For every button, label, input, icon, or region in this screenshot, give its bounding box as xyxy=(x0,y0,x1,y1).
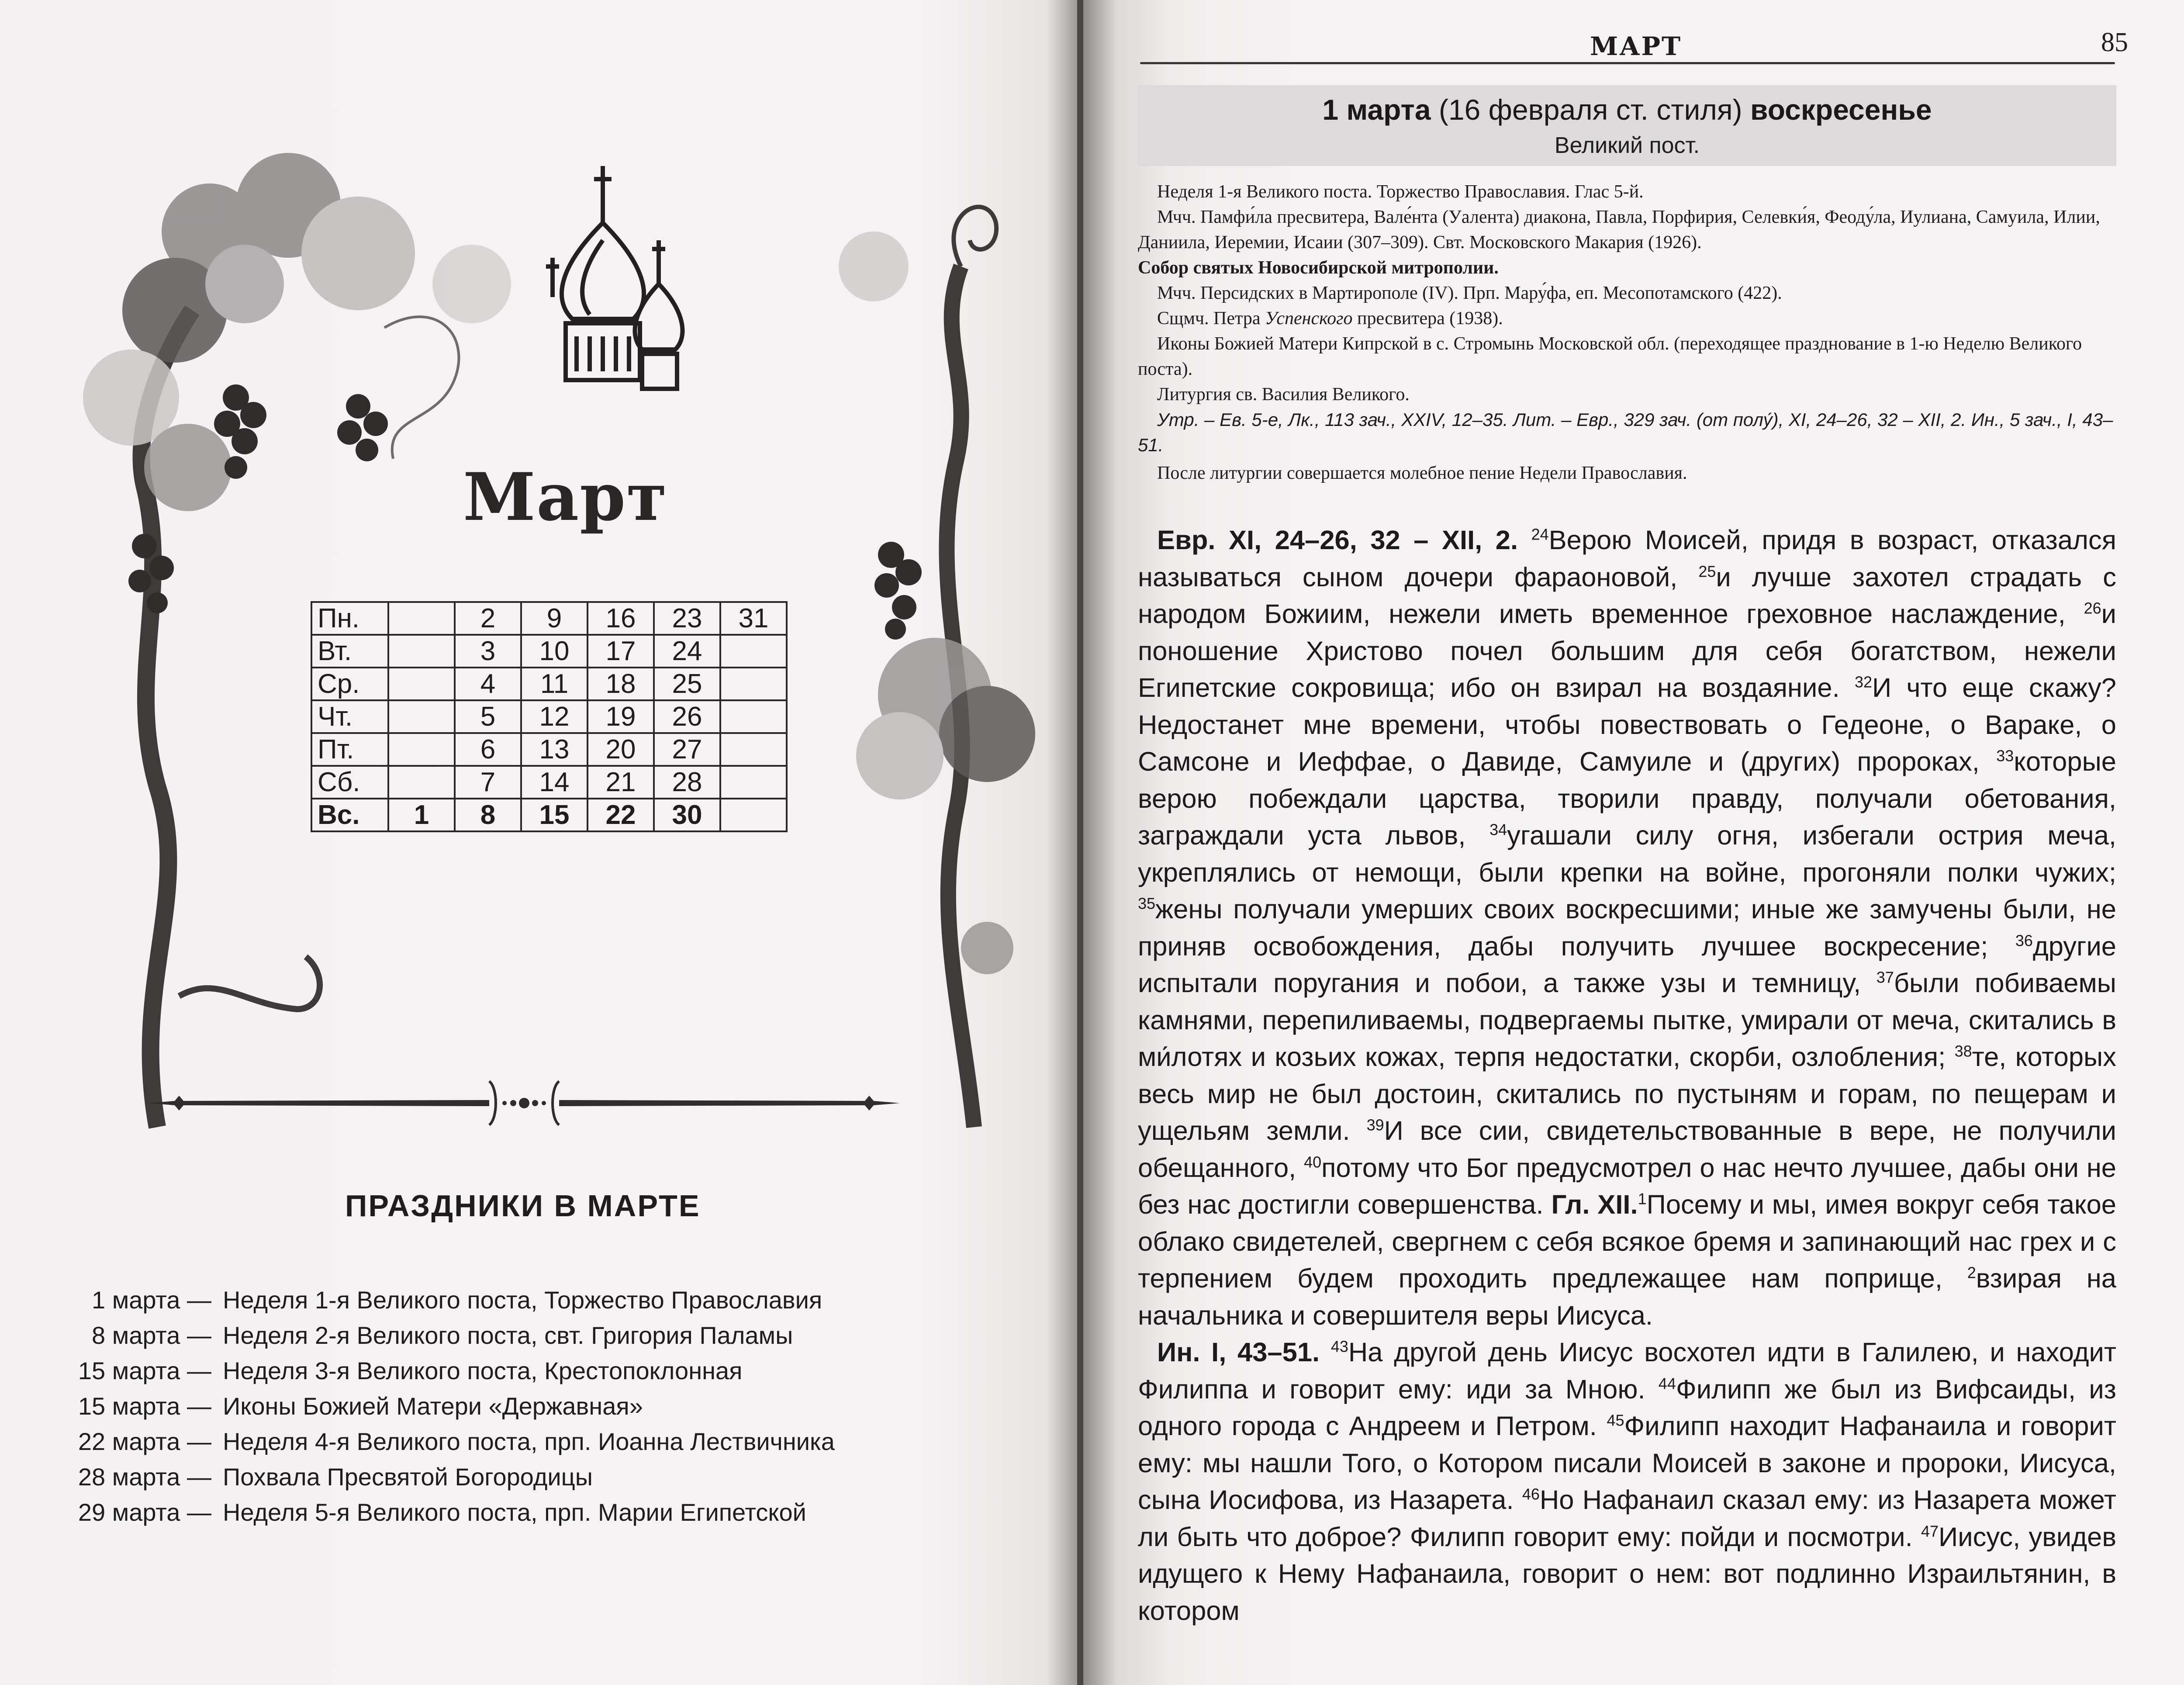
calendar-date: 23 xyxy=(654,602,720,635)
calendar-date: 9 xyxy=(521,602,587,635)
calendar-date: 11 xyxy=(521,668,587,700)
calendar-date: 6 xyxy=(455,733,521,766)
commemoration-line xyxy=(1138,306,2116,331)
calendar-row xyxy=(311,799,787,831)
tendril xyxy=(954,207,996,266)
commemoration-italic: Успенского xyxy=(1265,308,1353,329)
calendar-date xyxy=(720,733,787,766)
commemoration-text: Сщмч. Петра xyxy=(1157,308,1265,329)
weekday-label: Вт. xyxy=(311,635,388,668)
calendar-date xyxy=(388,668,455,700)
calendar-date: 5 xyxy=(455,700,521,733)
weekday-label: Ср. xyxy=(311,668,388,700)
verse-number: 2 xyxy=(1967,1263,1976,1282)
tendril xyxy=(179,957,320,1009)
calendar-date xyxy=(720,635,787,668)
calendar-date: 31 xyxy=(720,602,787,635)
verse-number: 24 xyxy=(1531,525,1549,543)
verse: И что еще скажу? Недостанет мне времени, чтобы повествовать о Гедеоне, о Вараке, о Самсоне и Иеффае, о Давиде, Самуиле и (других) пророках, xyxy=(1138,673,2116,777)
chapter-marker: Гл. XII. xyxy=(1551,1190,1638,1220)
calendar-date: 30 xyxy=(654,799,720,831)
holiday-date: 15 марта — xyxy=(78,1392,211,1420)
commemoration-text: Мчч. Персидских в Мартирополе (IV). Прп. Мару́фа, еп. Месопотамского (422). xyxy=(1157,283,1782,303)
verse-number: 43 xyxy=(1330,1337,1348,1356)
calendar-date: 27 xyxy=(654,733,720,766)
calendar-date: 26 xyxy=(654,700,720,733)
holiday-item xyxy=(57,1388,835,1424)
fast-period: Великий пост. xyxy=(1554,133,1700,158)
verse-number: 45 xyxy=(1607,1411,1624,1429)
verse: Посему и мы, имея вокруг себя такое облако свидетелей, свергнем с себя всякое бремя и запинающий нас грех и с терпением будем проходить предлежащее нам поприще, xyxy=(1138,1190,2116,1294)
calendar-row xyxy=(311,635,787,668)
holiday-item xyxy=(57,1282,835,1318)
scripture-text xyxy=(1138,522,2116,1630)
verse-number: 46 xyxy=(1522,1485,1540,1503)
calendar-date: 19 xyxy=(587,700,654,733)
verse: На другой день Иисус восхотел идти в Галилею, и находит Филиппа и говорит ему: иди за Мною. xyxy=(1138,1337,2117,1405)
running-title: МАРТ xyxy=(1590,31,1682,61)
day-date: 1 марта xyxy=(1322,93,1431,126)
grape-leaves-right xyxy=(839,232,1035,974)
verse-number: 25 xyxy=(1698,562,1716,580)
holiday-name: Неделя 5-я Великого поста, прп. Марии Египетской xyxy=(223,1498,806,1526)
calendar-date: 8 xyxy=(455,799,521,831)
commemoration-line: Литургия св. Василия Великого. xyxy=(1157,384,1410,405)
calendar-date: 15 xyxy=(521,799,587,831)
calendar-date xyxy=(720,799,787,831)
holiday-name: Неделя 2-я Великого поста, свт. Григория Паламы xyxy=(223,1322,793,1349)
calendar-date xyxy=(388,733,455,766)
verse: жены получали умерших своих воскресшими; иные же замучены были, не приняв освобождения, дабы получить лучшее воскресение; xyxy=(1138,894,2116,962)
holiday-item xyxy=(57,1459,835,1495)
holiday-item xyxy=(57,1353,835,1388)
holiday-item xyxy=(57,1495,835,1530)
holiday-name: Иконы Божией Матери «Державная» xyxy=(223,1392,643,1420)
verse-number: 35 xyxy=(1138,894,1156,913)
commemorations xyxy=(1138,179,2116,486)
verse-number: 1 xyxy=(1638,1190,1647,1208)
page-number: 85 xyxy=(2101,28,2128,57)
verse-number: 33 xyxy=(1996,747,2014,765)
commemoration-line: Иконы Божией Матери Кипрской в с. Стромынь Московской обл. (переходящее празднование в 1-ю Неделю Великого поста). xyxy=(1138,334,2082,379)
verse: Иисус, увидев идущего к Нему Нафанаила, говорит о нем: вот подлинно Израильтянин, в котором xyxy=(1138,1522,2116,1626)
old-style-date: (16 февраля ст. стиля) xyxy=(1438,93,1742,126)
calendar-date: 10 xyxy=(521,635,587,668)
holidays-list xyxy=(57,1282,835,1530)
commemoration-line: Собор святых Новосибирской митрополии. xyxy=(1138,258,1499,278)
verse: и лучше захотел страдать с народом Божиим, нежели иметь временное греховное наслаждение, xyxy=(1138,562,2116,629)
calendar-row xyxy=(311,602,787,635)
calendar-date xyxy=(720,668,787,700)
calendar-date: 4 xyxy=(455,668,521,700)
readings-line: Утр. – Ев. 5-е, Лк., 113 зач., XXIV, 12–35. Лит. – Евр., 329 зач. (от полу́), XI, 24–26, 32 – XII, 2. Ин., 5 зач., I, 43–51. xyxy=(1138,409,2113,455)
calendar-date xyxy=(388,602,455,635)
commemoration-line xyxy=(1138,280,2116,306)
holiday-name: Неделя 1-я Великого поста, Торжество Православия xyxy=(223,1286,822,1314)
commemoration-line: После литургии совершается молебное пение Недели Православия. xyxy=(1157,463,1687,483)
epistle-reference: Евр. XI, 24–26, 32 – XII, 2. xyxy=(1157,525,1518,555)
verse: те, которых весь мир не был достоин, скитались по пустыням и горам, по пещерам и ущельям земли. xyxy=(1138,1042,2117,1146)
verse-number: 37 xyxy=(1876,968,1894,986)
calendar-row xyxy=(311,668,787,700)
verse: И все сии, свидетельствованные в вере, не получили обещанного, xyxy=(1138,1116,2116,1183)
calendar-row xyxy=(311,700,787,733)
holiday-name: Неделя 4-я Великого поста, прп. Иоанна Лествичника xyxy=(223,1428,835,1455)
weekday-label: Пт. xyxy=(311,733,388,766)
calendar-date xyxy=(388,635,455,668)
grape-bunches-right xyxy=(874,542,922,640)
epistle-reading xyxy=(1138,522,2116,1334)
grape-leaves-left xyxy=(83,153,511,511)
verse-number: 26 xyxy=(2084,599,2101,617)
weekday-label: Пн. xyxy=(311,602,388,635)
calendar-row xyxy=(311,766,787,799)
tendril xyxy=(384,317,459,459)
verse-number: 47 xyxy=(1921,1522,1939,1540)
calendar-date xyxy=(720,766,787,799)
calendar-date: 28 xyxy=(654,766,720,799)
calendar-date: 17 xyxy=(587,635,654,668)
verse: другие испытали поругания и побои, а также узы и темницу, xyxy=(1138,931,2116,998)
calendar-date xyxy=(388,700,455,733)
commemoration-line: Мчч. Памфи́ла пресвитера, Вале́нта (Уалента) диакона, Павла, Порфирия, Селевки́я, Феоду́ла, Иулиана, Самуила, Илии, Даниила, Иеремии, Исаии (307–309). Свт. Московского Макария (1926). xyxy=(1138,207,2100,253)
commemoration-line: Неделя 1-я Великого поста. Торжество Православия. Глас 5-й. xyxy=(1157,182,1644,202)
verse: Но Нафанаил сказал ему: из Назарета может ли быть что доброе? Филипп говорит ему: пойди и посмотри. xyxy=(1138,1485,2117,1552)
holiday-date: 28 марта — xyxy=(78,1463,211,1491)
holiday-item xyxy=(57,1424,835,1459)
calendar-date: 7 xyxy=(455,766,521,799)
holidays-title: ПРАЗДНИКИ В МАРТЕ xyxy=(345,1189,701,1223)
holiday-item xyxy=(57,1318,835,1353)
calendar-date: 2 xyxy=(455,602,521,635)
verse-number: 40 xyxy=(1304,1153,1322,1171)
church-domes-icon xyxy=(546,166,682,389)
left-page xyxy=(0,0,1079,1685)
ornamental-divider xyxy=(149,1079,900,1127)
weekday: воскресенье xyxy=(1750,93,1932,126)
verse-number: 44 xyxy=(1658,1374,1676,1392)
verse: угашали силу огня, избегали острия меча, укреплялись от немощи, были крепки на войне, прогоняли полки чужих; xyxy=(1138,820,2116,888)
holiday-date: 1 марта — xyxy=(92,1286,211,1314)
verse-number: 38 xyxy=(1954,1042,1972,1060)
calendar-date: 3 xyxy=(455,635,521,668)
verse: были побиваемы камнями, перепиливаемы, подвергаемы пытке, умирали от меча, скитались в ми́лотях и козьих кожах, терпя недостатки, скорби, озлобления; xyxy=(1138,968,2116,1072)
verse-number: 34 xyxy=(1489,820,1507,839)
gospel-reading xyxy=(1138,1334,2116,1630)
holiday-date: 29 марта — xyxy=(78,1498,211,1526)
day-title xyxy=(1138,93,2116,126)
verse: и поношение Христово почел большим для себя богатством, нежели Египетские сокровища; ибо он взирал на воздаяние. xyxy=(1138,599,2116,703)
weekday-label: Чт. xyxy=(311,700,388,733)
calendar-row xyxy=(311,733,787,766)
verse-number: 32 xyxy=(1854,673,1872,691)
calendar-date: 24 xyxy=(654,635,720,668)
calendar-date: 25 xyxy=(654,668,720,700)
verse: Филипп находит Нафанаила и говорит ему: мы нашли Того, о Котором писали Моисей в законе и пророки, Иисуса, сына Иосифова, из Назарета. xyxy=(1138,1411,2117,1515)
verse: которые верою побеждали царства, творили правду, получали обетования, заграждали уста львов, xyxy=(1138,747,2116,851)
commemoration-text: пресвитера (1938). xyxy=(1352,308,1503,329)
month-title: Март xyxy=(463,459,668,536)
calendar-date xyxy=(388,766,455,799)
calendar-date: 21 xyxy=(587,766,654,799)
calendar-date xyxy=(720,700,787,733)
holiday-date: 8 марта — xyxy=(92,1322,211,1349)
verse-number: 36 xyxy=(2015,931,2033,949)
calendar-date: 13 xyxy=(521,733,587,766)
calendar-date: 18 xyxy=(587,668,654,700)
verse-number: 39 xyxy=(1366,1116,1384,1134)
calendar-date: 14 xyxy=(521,766,587,799)
holiday-name: Похвала Пресвятой Богородицы xyxy=(223,1463,593,1491)
calendar-date: 1 xyxy=(388,799,455,831)
verse: потому что Бог предусмотрел о нас нечто лучшее, дабы они не без нас достигли совершенства. xyxy=(1138,1152,2116,1220)
header-rule xyxy=(1140,62,2115,64)
weekday-label: Вс. xyxy=(311,799,388,831)
calendar-date: 12 xyxy=(521,700,587,733)
gospel-reference: Ин. I, 43–51. xyxy=(1157,1337,1320,1367)
holiday-name: Неделя 3-я Великого поста, Крестопоклонная xyxy=(223,1357,743,1384)
month-calendar xyxy=(311,601,788,832)
weekday-label: Сб. xyxy=(311,766,388,799)
verse: взирая на начальника и совершителя веры Иисуса. xyxy=(1138,1263,2116,1331)
holiday-date: 22 марта — xyxy=(78,1428,211,1455)
verse: Филипп же был из Вифсаиды, из одного города с Андреем и Петром. xyxy=(1138,1374,2116,1441)
calendar-date: 22 xyxy=(587,799,654,831)
calendar-date: 16 xyxy=(587,602,654,635)
calendar-date: 20 xyxy=(587,733,654,766)
holiday-date: 15 марта — xyxy=(78,1357,211,1384)
verse: Верою Моисей, придя в возраст, отказался называться сыном дочери фараоновой, xyxy=(1138,525,2117,592)
day-header xyxy=(1138,85,2116,166)
